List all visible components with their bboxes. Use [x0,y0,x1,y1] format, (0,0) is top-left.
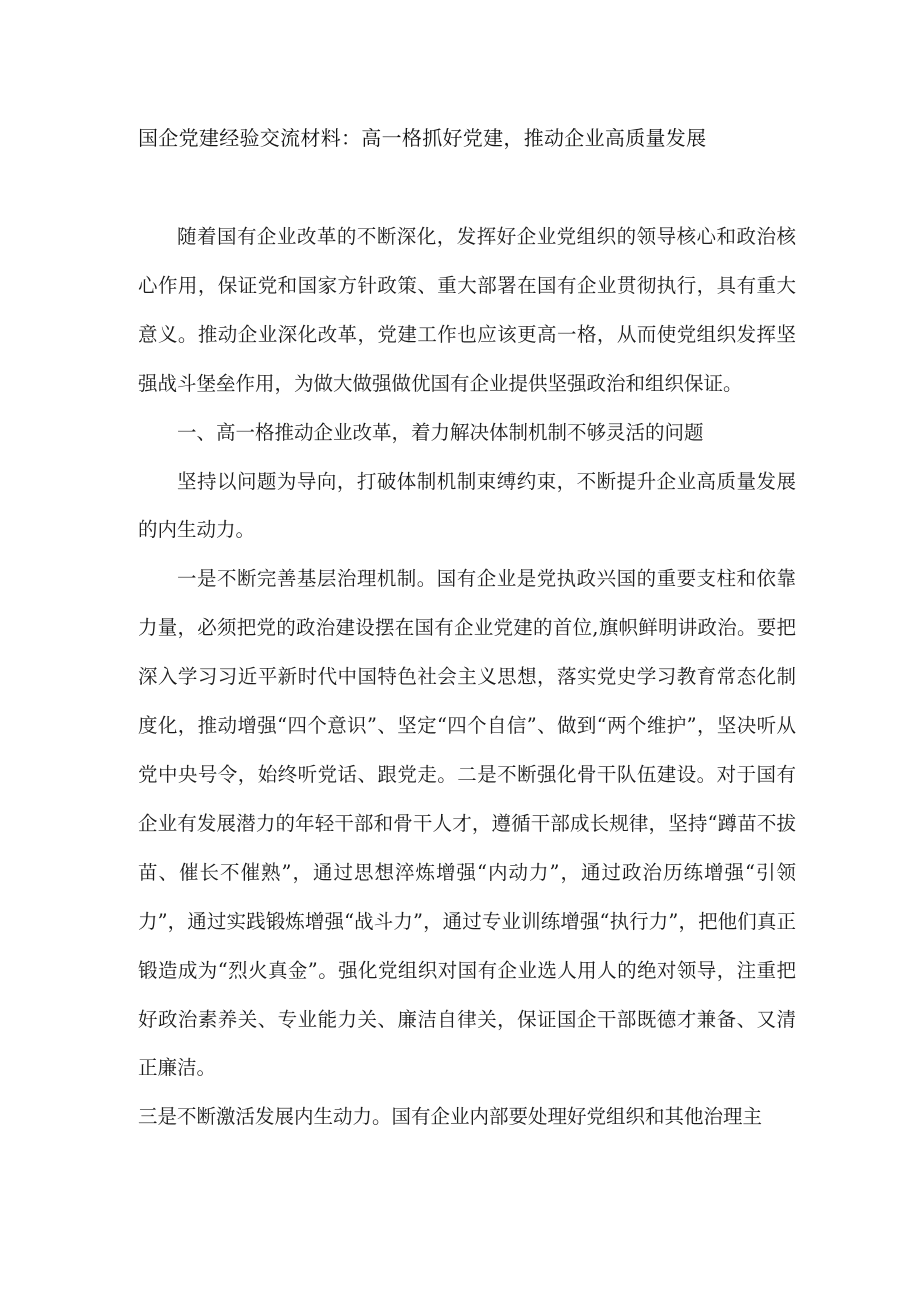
intro-paragraph: 随着国有企业改革的不断深化，发挥好企业党组织的领导核心和政治核心作用，保证党和国家方针政策、重大部署在国有企业贯彻执行，具有重大意义。推动企业深化改革，党建工作也应该更高一格，从而使党组织发挥坚强战斗堡垒作用，为做大做强做优国有企业提供坚强政治和组织保证。 [138,225,796,395]
document-title: 国企党建经验交流材料：高一格抓好党建，推动企业高质量发展 [138,126,707,150]
document-body [138,213,796,1142]
measures-paragraph: 一是不断完善基层治理机制。国有企业是党执政兴国的重要支柱和依靠力量，必须把党的政治建设摆在国有企业党建的首位,旗帜鲜明讲政治。要把深入学习习近平新时代中国特色社会主义思想，落实党史学习教育常态化制度化，推动增强“四个意识”、坚定“四个自信”、做到“两个维护”，坚决听从党中央号令，始终听党话、跟党走。二是不断强化骨干队伍建设。对于国有企业有发展潜力的年轻干部和骨干人才，遵循干部成长规律，坚持“蹲苗不拔苗、催长不催熟”，通过思想淬炼增强“内动力”，通过政治历练增强“引领力”，通过实践锻炼增强“战斗力”，通过专业训练增强“执行力”，把他们真正锻造成为“烈火真金”。强化党组织对国有企业选人用人的绝对领导，注重把好政治素养关、专业能力关、廉洁自律关，保证国企干部既德才兼备、又清正廉洁。 [138,567,796,1080]
third-measure-paragraph: 三是不断激活发展内生动力。国有企业内部要处理好党组织和其他治理主 [138,1105,763,1129]
section-heading-1: 一、高一格推动企业改革，着力解决体制机制不够灵活的问题 [177,420,704,444]
section-summary-paragraph: 坚持以问题为导向，打破体制机制束缚约束，不断提升企业高质量发展的内生动力。 [138,469,796,542]
